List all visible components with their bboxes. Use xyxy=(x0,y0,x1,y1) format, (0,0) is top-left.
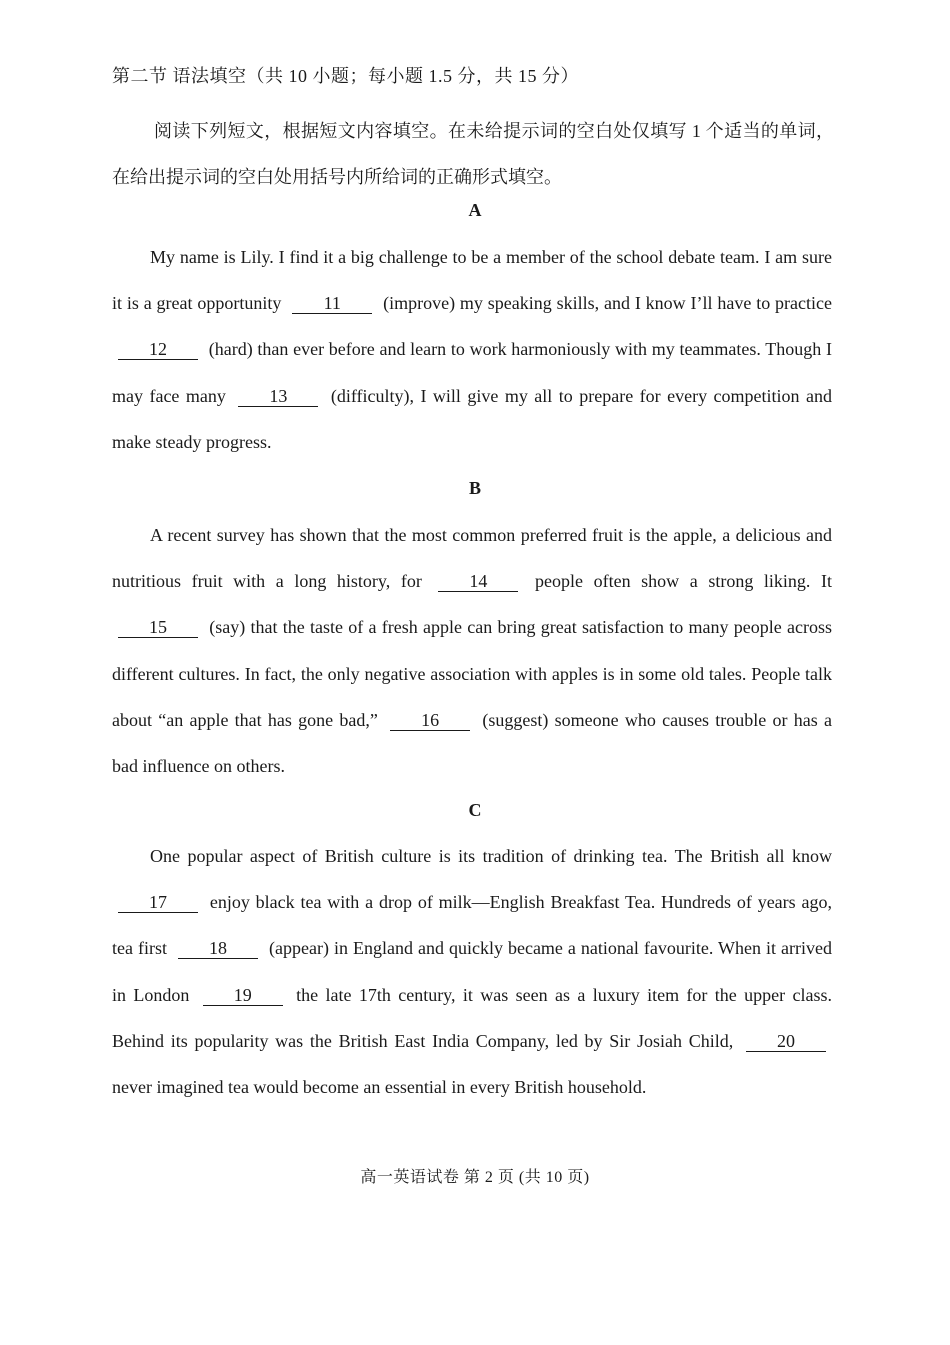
passage-b-text-3: (say) that the taste of a fresh apple can bring great satisfaction to many people across different cultures. In fact, the only negative association with apples is in some old tales. People talk about “an apple that has gone bad,” xyxy=(112,617,832,730)
blank-17[interactable]: 17 xyxy=(118,892,198,913)
passage-b xyxy=(112,512,832,789)
passage-c-text-4: the late 17th century, it was seen as a luxury item for the upper class. Behind its popularity was the British East India Company, led by Sir Josiah Child, xyxy=(112,984,833,1051)
blank-16[interactable]: 16 xyxy=(390,710,470,731)
passage-b-text-1: A recent survey has shown that the most common preferred fruit is the apple, a delicious and nutritious fruit with a long history, for xyxy=(112,525,832,592)
page-footer: 高一英语试卷 第 2 页 (共 10 页) xyxy=(360,1169,590,1186)
passage-c-text-2: enjoy black tea with a drop of milk—English Breakfast Tea. Hundreds of years ago, tea first xyxy=(112,892,832,959)
passage-a xyxy=(112,234,832,465)
passage-a-text-3: (hard) than ever before and learn to work harmoniously with my teammates. Though I may face many xyxy=(112,339,833,406)
passage-a-text-1: My name is Lily. I find it a big challenge to be a member of the school debate team. I am sure it is a great opportunity xyxy=(112,247,832,314)
blank-11[interactable]: 11 xyxy=(292,293,372,314)
passage-c xyxy=(112,833,832,1110)
blank-12[interactable]: 12 xyxy=(118,339,198,360)
passage-a-text-4: (difficulty), I will give my all to prepare for every competition and make steady progress. xyxy=(112,385,832,452)
blank-15[interactable]: 15 xyxy=(118,617,198,638)
passage-c-text-3: (appear) in England and quickly became a national favourite. When it arrived in London xyxy=(112,938,833,1005)
blank-18[interactable]: 18 xyxy=(178,938,258,959)
blank-14[interactable]: 14 xyxy=(438,571,518,592)
passage-c-text-1: One popular aspect of British culture is its tradition of drinking tea. The British all know xyxy=(150,846,832,866)
blank-13[interactable]: 13 xyxy=(238,386,318,407)
passage-b-text-4: (suggest) someone who causes trouble or has a bad influence on others. xyxy=(112,709,833,777)
blank-20[interactable]: 20 xyxy=(746,1031,826,1052)
instructions: 阅读下列短文，根据短文内容填空。在未给提示词的空白处仅填写 1 个适当的单词，在给出提示词的空白处用括号内所给词的正确形式填空。 xyxy=(112,121,834,187)
passage-a-text-2: (improve) my speaking skills, and I know I’ll have to practice xyxy=(383,293,833,314)
passage-a-letter: A xyxy=(468,200,482,220)
passage-c-letter: C xyxy=(468,800,482,820)
passage-b-text-2: people often show a strong liking. It xyxy=(535,571,832,592)
passage-b-letter: B xyxy=(468,478,481,498)
blank-19[interactable]: 19 xyxy=(203,985,283,1006)
section-title: 第二节 语法填空（共 10 小题；每小题 1.5 分，共 15 分） xyxy=(112,66,579,86)
passage-c-text-5: never imagined tea would become an essential in every British household. xyxy=(112,1077,647,1098)
